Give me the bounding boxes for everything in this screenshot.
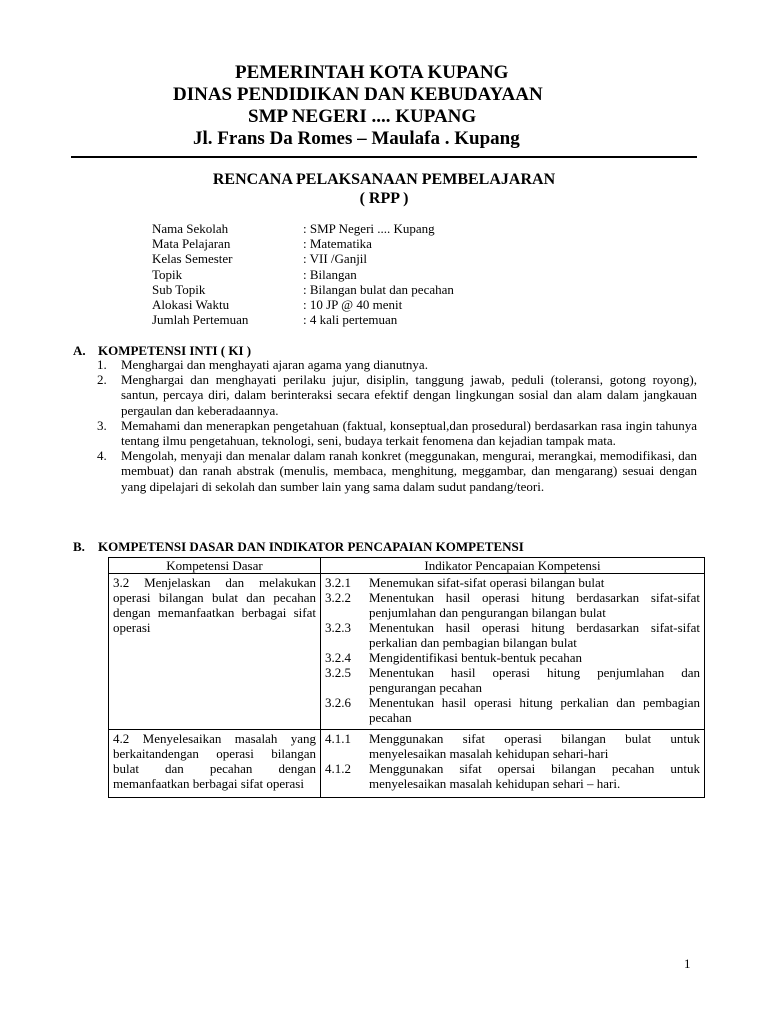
indicator-item <box>325 731 700 761</box>
column-header-indicators: Indikator Pencapaian Kompetensi <box>321 558 705 574</box>
indicator-number: 3.2.6 <box>325 695 351 710</box>
indicator-number: 3.2.2 <box>325 590 351 605</box>
identity-label: Nama Sekolah <box>152 221 229 236</box>
identity-value: : SMP Negeri .... Kupang <box>303 221 435 236</box>
indicator-text: Menggunakan sifat operasi bilangan bulat untuk menyelesaikan masalah kehidupan sehari-hari <box>369 731 700 761</box>
list-item-number: 2. <box>97 372 107 388</box>
list-item-number: 3. <box>97 417 107 433</box>
identity-label: Sub Topik <box>152 281 206 297</box>
list-item-text: Menghargai dan menghayati perilaku jujur, disiplin, tanggung jawab, peduli (toleransi, gotong royong), santun, percaya diri, dalam berinteraksi secara efektif dengan lingkungan sosial dan alam dalam jangkauan pergaulan dan keberadaannya. <box>121 372 697 418</box>
page-number: 1 <box>684 956 691 971</box>
indicator-item <box>325 575 700 590</box>
indicator-number: 4.1.1 <box>325 731 351 746</box>
core-competency-list <box>97 357 697 494</box>
indicator-number: 3.2.3 <box>325 620 351 635</box>
indicator-text: Menggunakan sifat opersai bilangan pecahan untuk menyelesaikan masalah kehidupan sehari – hari. <box>369 761 700 791</box>
list-item-text: Memahami dan menerapkan pengetahuan (faktual, konseptual,dan prosedural) berdasarkan rasa ingin tahunya tentang ilmu pengetahuan, teknologi, seni, budaya terkait fenomena dan kejadian tampak mata. <box>121 417 697 449</box>
document-subtitle: ( RPP ) <box>359 190 409 207</box>
indicator-item <box>325 650 700 665</box>
identity-value: : 10 JP @ 40 menit <box>303 296 403 312</box>
indicator-text: Menentukan hasil operasi hitung perkalian dan pembagian pecahan <box>369 695 700 725</box>
list-item-number: 1. <box>97 357 107 372</box>
identity-label: Kelas Semester <box>152 251 233 267</box>
indicator-text: Mengidentifikasi bentuk-bentuk pecahan <box>369 650 582 665</box>
document-title: RENCANA PELAKSANAAN PEMBELAJARAN <box>212 171 556 188</box>
section-a-letter: A. <box>73 343 86 358</box>
indicator-number: 3.2.1 <box>325 575 351 590</box>
list-item <box>97 372 697 418</box>
identity-label: Mata Pelajaran <box>152 236 231 252</box>
indicator-text: Menemukan sifat-sifat operasi bilangan bulat <box>369 575 605 590</box>
table-row <box>109 574 705 730</box>
basic-competency-cell: 4.2 Menyelesaikan masalah yang berkaitandengan operasi bilangan bulat dan pecahan dengan memanfaatkan berbagai sifat operasi <box>109 730 321 798</box>
list-item <box>97 448 697 494</box>
letterhead-address: Jl. Frans Da Romes – Maulafa . Kupang <box>193 128 520 149</box>
identity-value: : VII /Ganjil <box>303 251 368 267</box>
basic-competency-cell: 3.2 Menjelaskan dan melakukan operasi bilangan bulat dan pecahan dengan memanfaatkan berbagai sifat operasi <box>109 574 321 730</box>
identity-label: Alokasi Waktu <box>152 296 230 312</box>
letterhead-school: SMP NEGERI .... KUPANG <box>248 106 477 127</box>
indicator-text: Menentukan hasil operasi hitung penjumlahan dan pengurangan pecahan <box>369 665 700 695</box>
list-item <box>97 357 697 372</box>
list-item-text: Menghargai dan menghayati ajaran agama yang dianutnya. <box>121 357 428 372</box>
indicator-number: 4.1.2 <box>325 761 351 776</box>
identity-label: Jumlah Pertemuan <box>152 312 249 328</box>
indicator-text: Menentukan hasil operasi hitung berdasarkan sifat-sifat perkalian dan pembagian bilangan bulat <box>369 620 700 650</box>
indicator-item <box>325 590 700 620</box>
section-b-title: KOMPETENSI DASAR DAN INDIKATOR PENCAPAIAN KOMPETENSI <box>98 539 524 554</box>
list-item-number: 4. <box>97 448 107 464</box>
section-a-title: KOMPETENSI INTI ( KI ) <box>98 343 252 358</box>
list-item-text: Mengolah, menyaji dan menalar dalam ranah konkret (meggunakan, mengurai, merangkai, memodifikasi, dan membuat) dan ranah abstrak (menulis, membaca, menghitung, meggambar, dan mengarang) sesuai dengan yang dipelajari di sekolah dan sumber lain yang sama dalam sudut pandang/teori. <box>121 448 697 494</box>
identity-label: Topik <box>152 266 183 282</box>
indicator-item <box>325 761 700 791</box>
indicator-number: 3.2.5 <box>325 665 351 680</box>
identity-value: : Bilangan bulat dan pecahan <box>303 281 454 297</box>
identity-value: : Bilangan <box>303 266 357 282</box>
indicator-text: Menentukan hasil operasi hitung berdasarkan sifat-sifat penjumlahan dan pengurangan bilangan bulat <box>369 590 700 620</box>
section-b-letter: B. <box>73 539 85 554</box>
indicator-cell <box>321 574 705 730</box>
identity-value: : Matematika <box>303 236 372 252</box>
letterhead-government: PEMERINTAH KOTA KUPANG <box>235 62 509 83</box>
table-header-row <box>109 558 705 574</box>
identity-value: : 4 kali pertemuan <box>303 312 398 328</box>
competency-table <box>108 557 705 798</box>
indicator-item <box>325 620 700 650</box>
letterhead-department: DINAS PENDIDIKAN DAN KEBUDAYAAN <box>173 84 543 105</box>
column-header-basic-competency: Kompetensi Dasar <box>109 558 321 574</box>
indicator-item <box>325 665 700 695</box>
indicator-cell <box>321 730 705 798</box>
list-item <box>97 418 697 448</box>
table-row <box>109 730 705 798</box>
indicator-number: 3.2.4 <box>325 650 351 665</box>
indicator-item <box>325 695 700 725</box>
letterhead-divider <box>71 156 697 158</box>
